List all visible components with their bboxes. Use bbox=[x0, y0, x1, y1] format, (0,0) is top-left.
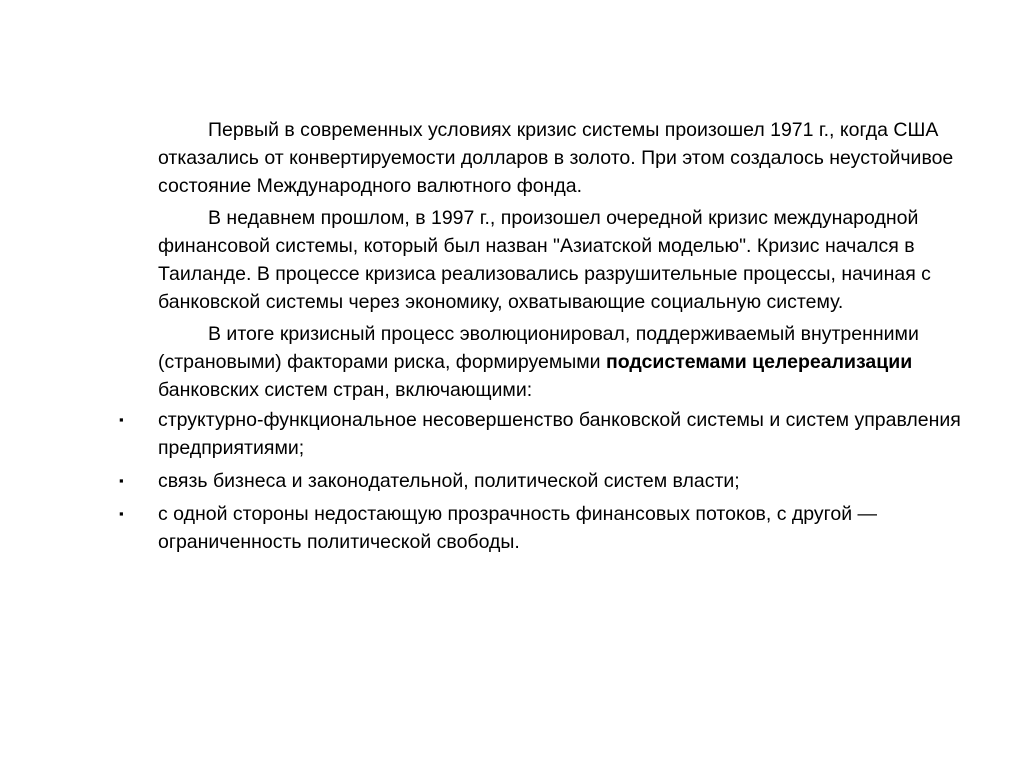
list-item bbox=[119, 406, 968, 462]
paragraph-1: Первый в современных условиях кризис системы произошел 1971 г., когда США отказались от конвертируемости долларов в золото. При этом создалось неустойчивое состояние Международного валютного фонда. bbox=[158, 119, 954, 197]
paragraph-3-intro: В итоге кризисный процесс эволюционировал, поддерживаемый внутренними (страновыми) факторами риска, формируемыми bbox=[158, 323, 919, 373]
list-item-text: связь бизнеса и законодательной, политической систем власти; bbox=[158, 470, 740, 492]
list-item-text: структурно-функциональное несовершенство банковской системы и систем управления предприятиями; bbox=[158, 409, 961, 459]
list-item-text: с одной стороны недостающую прозрачность финансовых потоков, с другой — ограниченность политической свободы. bbox=[158, 503, 878, 553]
slide-text-body bbox=[119, 116, 968, 561]
paragraph-3-ending: банковских систем стран, включающими: bbox=[158, 379, 533, 401]
square-bullet-icon: ▪ bbox=[119, 506, 124, 521]
list-item bbox=[119, 467, 968, 495]
square-bullet-icon: ▪ bbox=[119, 412, 124, 427]
paragraph-2: В недавнем прошлом, в 1997 г., произошел очередной кризис международной финансовой системы, который был назван "Азиатской моделью". Кризис начался в Таиланде. В процессе кризиса реализовались разрушительные процессы, начиная с банковской системы через экономику, охватывающие социальную систему. bbox=[158, 207, 931, 313]
paragraph-3-bold-term: подсистемами целереализации bbox=[605, 351, 913, 373]
paragraph-3 bbox=[158, 320, 968, 404]
bullet-list bbox=[119, 406, 968, 556]
list-item bbox=[119, 500, 968, 556]
square-bullet-icon: ▪ bbox=[119, 473, 124, 488]
